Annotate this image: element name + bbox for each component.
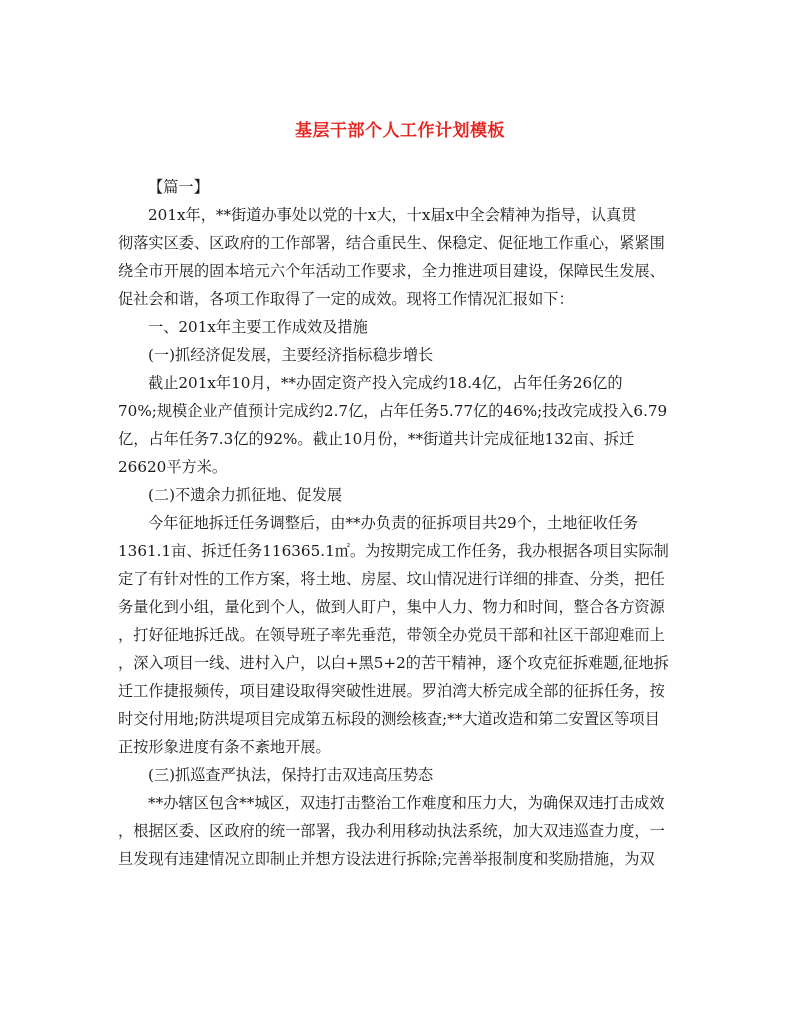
paragraph-line: 201x年，**街道办事处以党的十x大，十x届x中全会精神为指导，认真贯 [148,206,637,224]
paragraph-line: **办辖区包含**城区，双违打击整治工作难度和压力大，为确保双违打击成效 [148,794,665,812]
subsection-heading: (二)不遗余力抓征地、促发展 [148,486,343,504]
paragraph-line: ，深入项目一线、进村入户，以白+黑5+2的苦干精神，逐个攻克征拆难题,征地拆 [118,654,669,672]
document-body [118,173,684,873]
paragraph-line: 彻落实区委、区政府的工作部署，结合重民生、保稳定、促征地工作重心，紧紧围 [118,234,665,252]
section-heading: 一、201x年主要工作成效及措施 [148,318,368,336]
paragraph-line: 绕全市开展的固本培元六个年活动工作要求，全力推进项目建设，保障民生发展、 [118,262,665,280]
paragraph-line: 时交付用地;防洪堤项目完成第五标段的测绘核查;**大道改造和第二安置区等项目 [118,710,660,728]
paragraph-line: 1361.1亩、拆迁任务116365.1㎡。为按期完成工作任务，我办根据各项目实际制 [118,542,669,560]
paragraph-line: 旦发现有违建情况立即制止并想方设法进行拆除;完善举报制度和奖励措施，为双 [118,850,655,868]
paragraph-line: 亿，占年任务7.3亿的92%。截止10月份，**街道共计完成征地132亩、拆迁 [118,430,635,448]
paragraph-line: 促社会和谐，各项工作取得了一定的成效。现将工作情况汇报如下： [118,290,574,308]
paragraph-line: 截止201x年10月，**办固定资产投入完成约18.4亿，占年任务26亿的 [148,374,623,392]
paragraph-line: 定了有针对性的工作方案，将土地、房屋、坟山情况进行详细的排查、分类，把任 [118,570,665,588]
paragraph-line: 务量化到小组，量化到个人，做到人盯户，集中人力、物力和时间，整合各方资源 [118,598,665,616]
paragraph-line: 今年征地拆迁任务调整后，由**办负责的征拆项目共29个，土地征收任务 [148,514,639,532]
section-label: 【篇一】 [148,178,209,196]
subsection-heading: (三)抓巡查严执法，保持打击双违高压势态 [148,766,434,784]
paragraph-line: 迁工作捷报频传，项目建设取得突破性进展。罗泊湾大桥完成全部的征拆任务，按 [118,682,665,700]
document-title: 基层干部个人工作计划模板 [295,121,505,141]
paragraph-line: ，打好征地拆迁战。在领导班子率先垂范，带领全办党员干部和社区干部迎难而上 [118,626,665,644]
paragraph-line: 正按形象进度有条不紊地开展。 [118,738,331,756]
paragraph-line: 26620平方米。 [118,458,228,476]
paragraph-line: ，根据区委、区政府的统一部署，我办利用移动执法系统，加大双违巡查力度，一 [118,822,665,840]
paragraph-line: 70%;规模企业产值预计完成约2.7亿，占年任务5.77亿的46%;技改完成投入6.79 [118,402,668,420]
subsection-heading: (一)抓经济促发展，主要经济指标稳步增长 [148,346,434,364]
